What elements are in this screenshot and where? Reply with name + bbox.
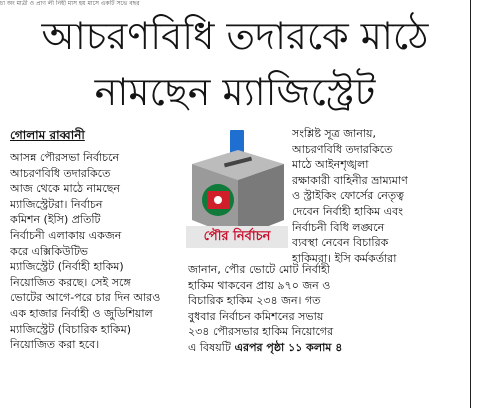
text-line: ও স্ট্রাইকিং ফোর্সের নেতৃত্ব: [292, 189, 404, 203]
right-column-top: [292, 126, 464, 266]
text-line: আসন্ন পৌরসভা নির্বাচনে: [10, 151, 120, 164]
column-rule: [470, 0, 471, 408]
right-column-bottom: [188, 262, 464, 356]
text-line: ব্যবস্থা নেবেন বিচারিক: [292, 236, 389, 250]
text-line: ম্যাজিস্ট্রেটরা। নির্বাচন: [10, 197, 103, 211]
text-line: দেবেন নির্বাহী হাকিম এবং: [292, 204, 403, 218]
text-line: এ বিষয়টি এরপর পৃষ্ঠা ১১ কলাম ৪: [188, 340, 343, 354]
text-line: নিয়োজিত করা হবে।: [10, 338, 100, 352]
text-line: ভোটের আগে-পরে চার দিন আরও: [10, 291, 161, 305]
text-line: নিয়োজিত করছে। সেই সঙ্গে: [10, 275, 131, 289]
text-line: জানান, পৌর ভোটে মোট নির্বাহী: [188, 263, 330, 276]
text-line: ২৩৪ পৌরসভার হাকিম নিয়োগের: [188, 325, 334, 339]
left-column: [10, 150, 185, 353]
text-line: নির্বাচনী এলাকায় একজন: [10, 228, 122, 242]
text-line: আজ থেকে মাঠে নামছেন: [10, 182, 120, 196]
emblem-center: [214, 196, 222, 204]
top-strip-text: চা অং মাত্রী ও প্রাণ লী নিহী মাস হয় মাসে একটি সভে বছর: [0, 0, 140, 7]
text-line: রক্ষাকারী বাহিনীর ভ্রাম্যমাণ: [292, 173, 408, 187]
headline-line-2: নামছেন ম্যাজিস্ট্রেট: [94, 70, 376, 114]
text-line: মাঠে আইনশৃঙ্খলা: [292, 158, 369, 172]
text-line: আচরণবিধি তদারকিতে: [292, 142, 393, 156]
text-line: সংশ্লিষ্ট সূত্র জানায়,: [292, 127, 377, 140]
text-line: ম্যাজিস্ট্রেট (বিচারিক হাকিম): [10, 322, 132, 336]
text-line: কমিশন (ইসি) প্রতিটি: [10, 213, 101, 227]
text-line: করে এক্সিকিউটিভ: [10, 244, 89, 258]
text-line: আচরণবিধি তদারকিতে: [10, 166, 111, 180]
text-line: নির্বাচনী বিধি লঙ্ঘনে: [292, 220, 385, 234]
text-line: ম্যাজিস্ট্রেট (নির্বাহী হাকিম): [10, 260, 124, 274]
text-line: হাকিমরা। ইসি কর্মকর্তারা: [292, 251, 397, 265]
text-line: এক হাজার নির্বাহী ও জুডিশিয়াল: [10, 306, 153, 320]
text-line: হাকিম থাকবেন প্রায় ৯৭০ জন ও: [188, 278, 331, 292]
text-line: বুধবার নির্বাচন কমিশনের সভায়: [188, 309, 324, 323]
section-kicker: পৌর নির্বাচন: [186, 226, 288, 248]
jump-line: এরপর পৃষ্ঠা ১১ কলাম ৪: [230, 340, 343, 354]
headline-line-1: আচরণবিধি তদারকে মাঠে: [41, 14, 429, 58]
byline: গোলাম রাব্বানী: [10, 128, 85, 142]
text-line: বিচারিক হাকিম ২৩৪ জন। গত: [188, 294, 321, 308]
